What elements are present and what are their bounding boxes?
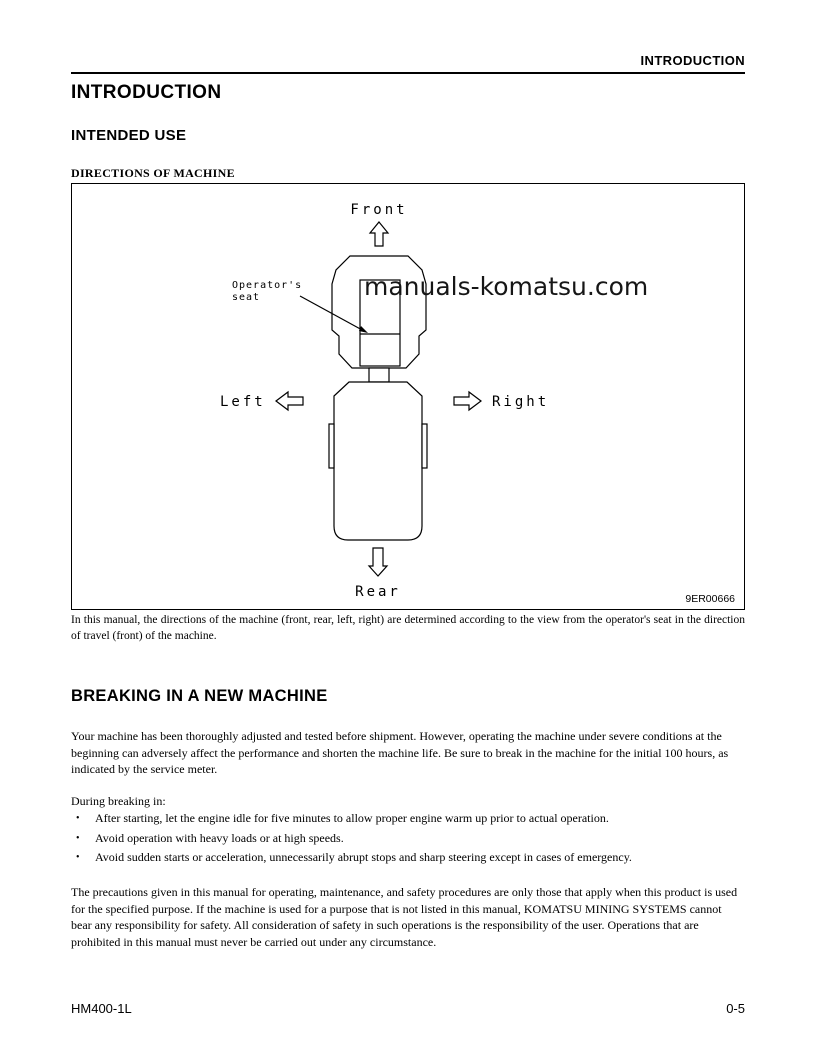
operator-seat-label-line2: seat [232,292,261,303]
list-item-text: Avoid sudden starts or acceleration, unnecessarily abrupt stops and sharp steering except in cases of emergency. [95,850,632,864]
running-header-title: INTRODUCTION [640,53,745,68]
rear-label: Rear [355,584,401,600]
breaking-in-intro-paragraph: Your machine has been thoroughly adjusted and tested before shipment. However, operating the machine under severe conditions at the beginning can adversely affect the performance and shorten the machine life. Be sure to break in the machine for the initial 100 hours, as indicated by the service meter. [71,729,729,776]
footer-model-number: HM400-1L [71,1001,132,1016]
footer-page-number: 0-5 [726,1001,745,1016]
directions-of-machine-heading: DIRECTIONS OF MACHINE [71,166,235,180]
list-item [71,850,745,865]
machine-direction-diagram [72,184,743,608]
left-wheel-bump [329,424,334,468]
right-wheel-bump [422,424,427,468]
list-item [71,811,745,826]
bullet-icon: • [76,813,80,824]
rear-direction-arrow-icon [369,548,387,576]
bullet-icon: • [76,832,80,844]
figure-number: 9ER00666 [685,593,735,605]
list-item [71,831,745,846]
bullet-icon: • [76,852,80,863]
articulation-joint [369,368,389,382]
machine-rear-body [334,382,422,540]
breaking-in-heading: BREAKING IN A NEW MACHINE [71,687,328,705]
machine-directions-figure [71,183,745,610]
breaking-in-list [71,811,745,870]
page-title: INTRODUCTION [71,82,222,103]
list-item-text: Avoid operation with heavy loads or at high speeds. [95,830,344,845]
during-breaking-in-label: During breaking in: [71,794,166,808]
left-direction-arrow-icon [276,392,303,410]
right-direction-arrow-icon [454,392,481,410]
right-label: Right [492,394,550,410]
front-direction-arrow-icon [370,222,388,246]
front-label: Front [350,202,408,218]
intended-use-heading: INTENDED USE [71,127,187,144]
operator-seat-label-line1: Operator's [232,280,303,291]
list-item-text: After starting, let the engine idle for five minutes to allow proper engine warm up prior to actual operation. [95,811,609,825]
watermark-text: manuals-komatsu.com [364,272,649,301]
precautions-paragraph: The precautions given in this manual for operating, maintenance, and safety procedures are only those that apply when this product is used for the specified purpose. If the machine is used for a purpose that is not listed in this manual, KOMATSU MINING SYSTEMS cannot bear any responsibility for safety. All consideration of safety in such operations is the responsibility of the user. Operations that are prohibited in this manual must never be carried out under any circumstance. [71,885,738,949]
running-header [71,53,745,74]
left-label: Left [220,394,266,410]
figure-caption: In this manual, the directions of the machine (front, rear, left, right) are determined according to the view from the operator's seat in the direction of travel (front) of the machine. [71,614,745,642]
